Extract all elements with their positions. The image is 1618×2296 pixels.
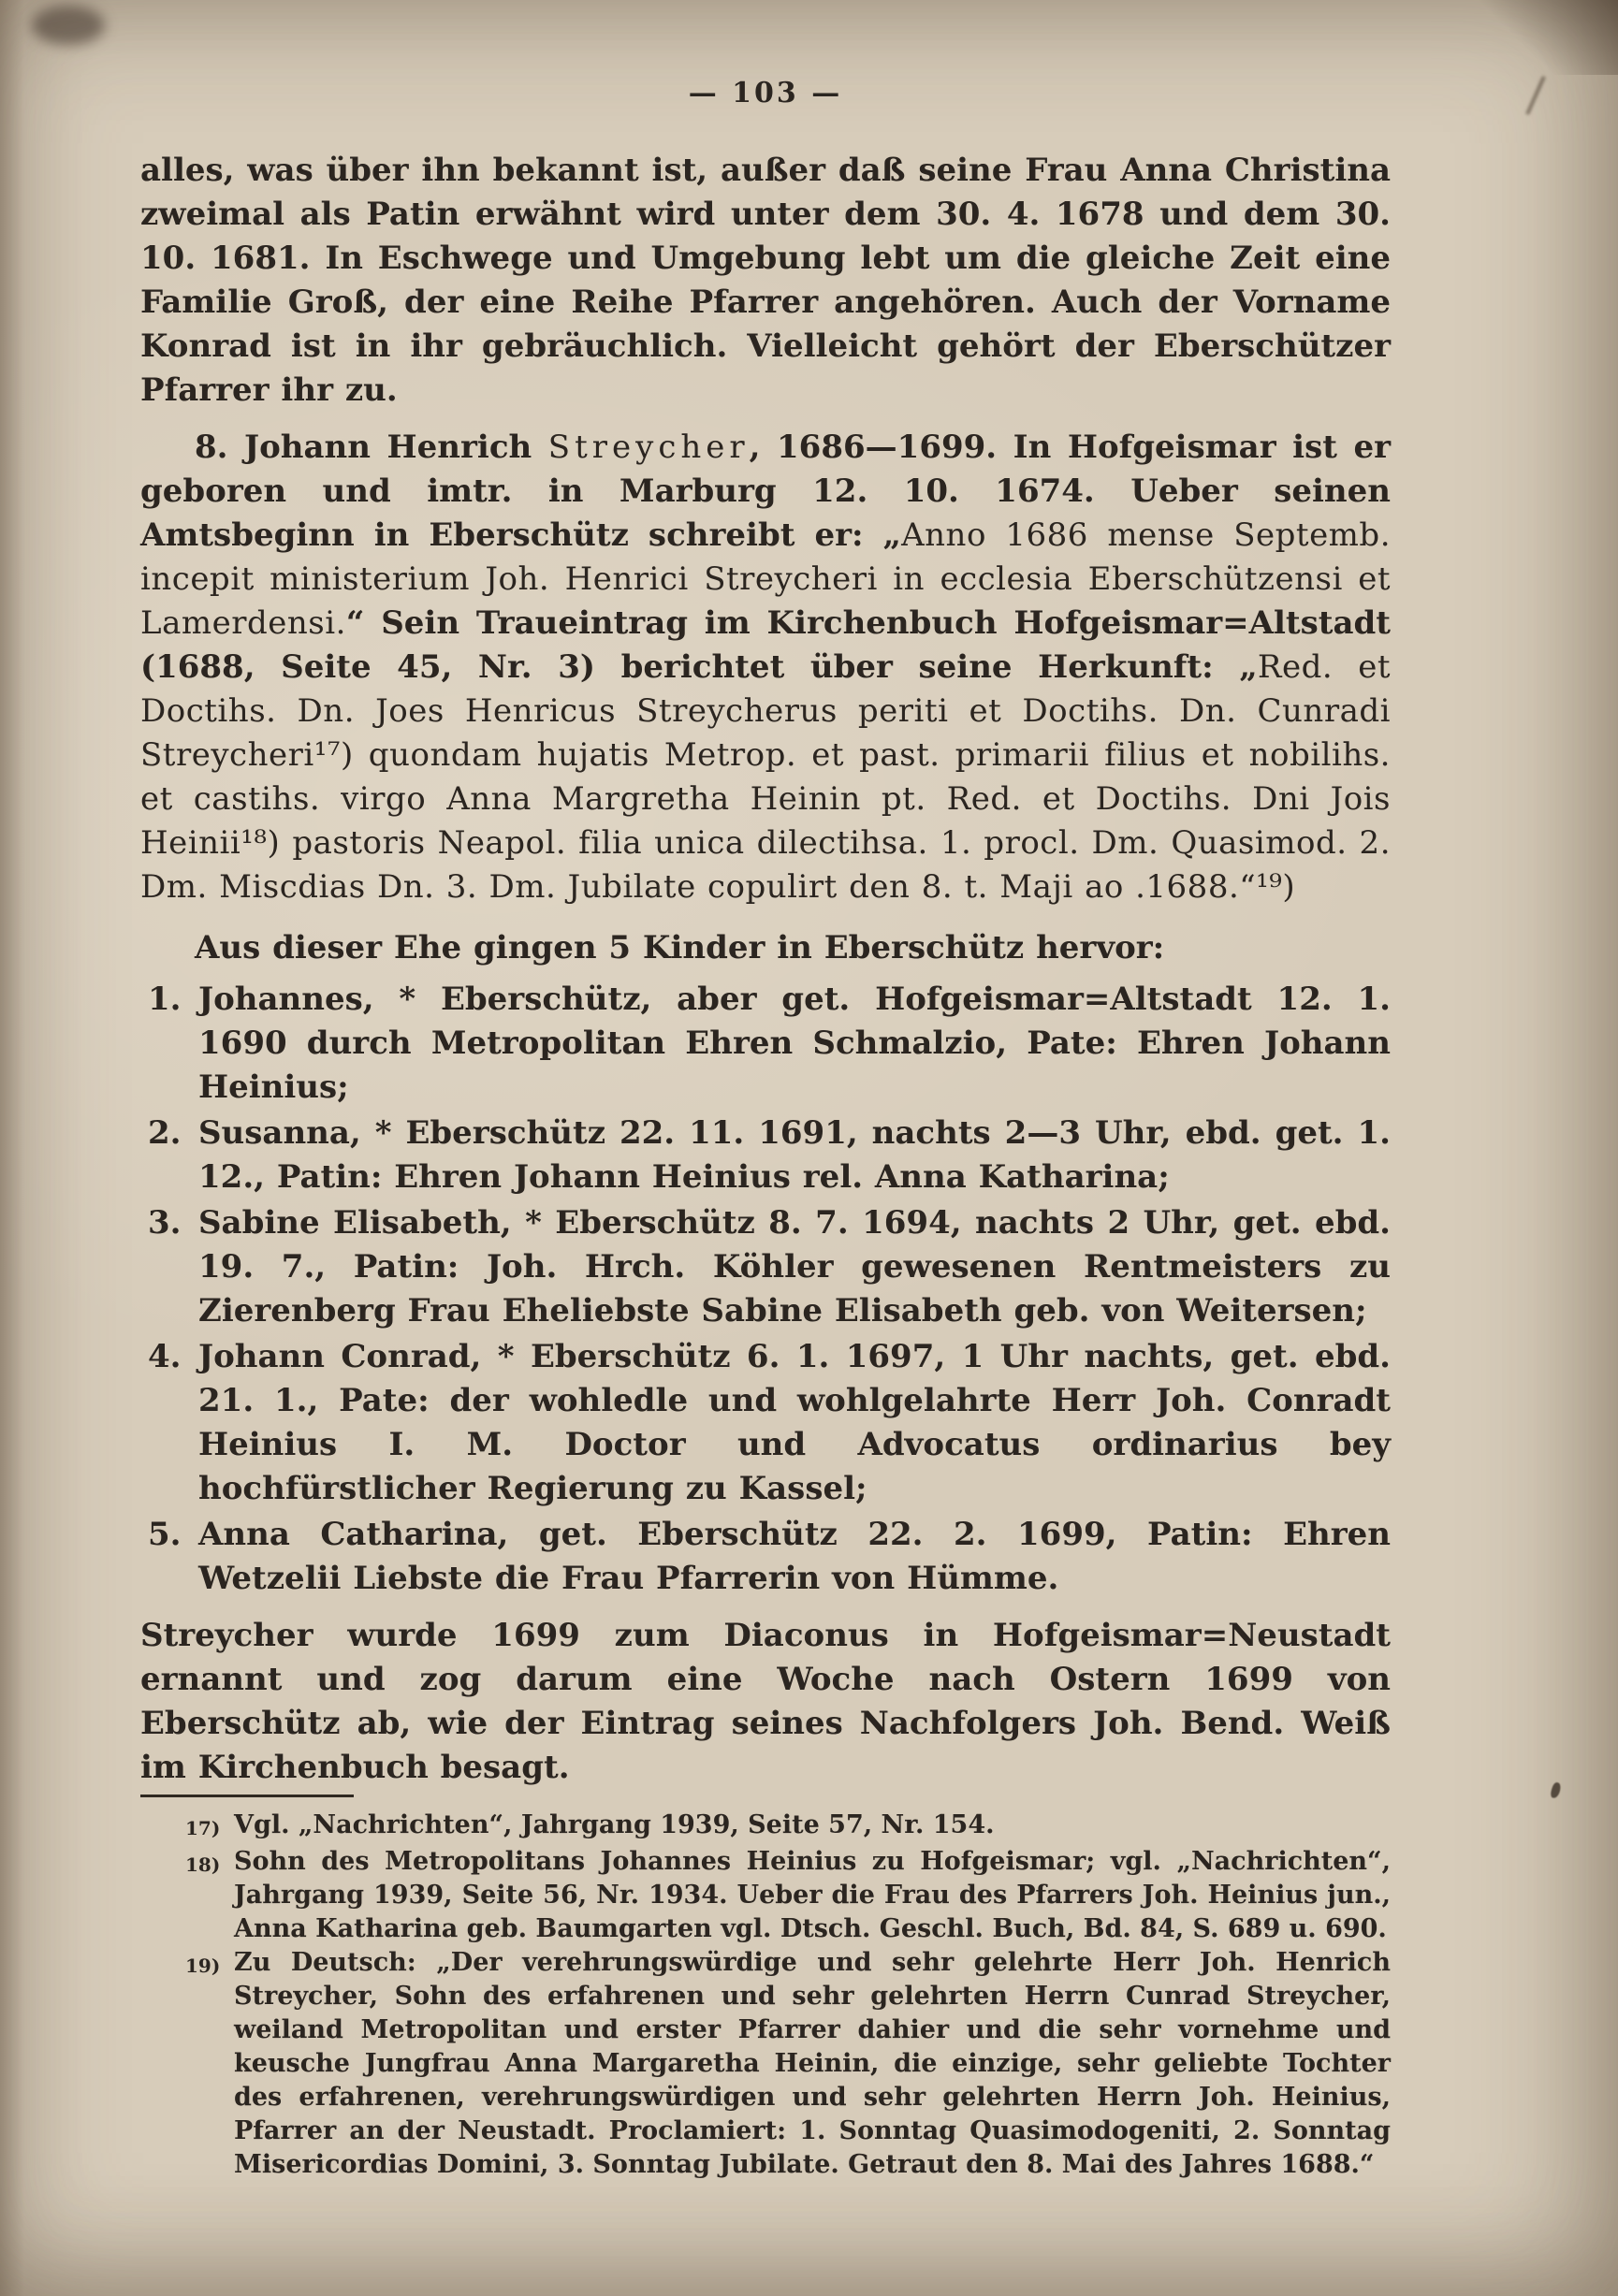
scan-artifact-left-edge-shading [0,0,24,2296]
list-item-number: 4. [148,1338,182,1375]
section8-latin-quote-anno-1686: Anno 1686 mense Septemb. incepit ministerium Joh. Henrici Streycheri in ecclesia Eberschützensi et Lamerdensi. [140,516,1391,642]
scan-artifact-slash-mark [1525,76,1546,115]
section8-text-fraktur-2: “ Sein Traueintrag im Kirchenbuch Hofgeismar=Altstadt (1688, Seite 45, Nr. 3) berichtet über seine Herkunft: „ [140,604,1391,686]
list-item-child-3 [140,1201,1391,1333]
list-item-child-4 [140,1335,1391,1511]
list-item-text: Sabine Elisabeth, * Eberschütz 8. 7. 1694, nachts 2 Uhr, get. ebd. 19. 7., Patin: Joh. Hrch. Köhler gewesenen Rentmeisters zu Zierenberg Frau Eheliebste Sabine Elisabeth geb. von Weitersen; [198,1204,1391,1330]
footnote-separator-rule [140,1795,354,1797]
children-list [140,978,1391,1601]
list-item-child-2 [140,1112,1391,1199]
list-item-number: 3. [148,1204,182,1242]
section8-surname-streycher: Streycher [547,429,750,466]
footnote-marker: 18) [185,1853,221,1876]
list-item-child-1 [140,978,1391,1110]
paragraph-continuation: alles, was über ihn bekannt ist, außer daß seine Frau Anna Christina zweimal als Patin erwähnt wird unter dem 30. 4. 1678 und dem 30. 10. 1681. In Eschwege und Umgebung lebt um die gleiche Zeit eine Familie Groß, der eine Reihe Pfarrer angehören. Auch der Vorname Konrad ist in ihr gebräuchlich. Vielleicht gehört der Eberschützer Pfarrer ihr zu. [140,152,1391,409]
list-item-number: 2. [148,1114,182,1152]
footnote-18 [185,1845,1391,1946]
scan-artifact-right-edge-mark [1550,1781,1562,1799]
list-item-text: Anna Catharina, get. Eberschütz 22. 2. 1699, Patin: Ehren Wetzelii Liebste die Frau Pfarrerin von Hümme. [198,1516,1391,1597]
footnotes-block [140,1809,1391,2182]
list-item-text: Susanna, * Eberschütz 22. 11. 1691, nachts 2—3 Uhr, ebd. get. 1. 12., Patin: Ehren Johann Heinius rel. Anna Katharina; [198,1114,1391,1196]
paragraph-section-8 [140,426,1391,909]
footnote-19 [185,1946,1391,2182]
scan-artifact-top-left-blot [32,6,105,45]
children-intro: Aus dieser Ehe gingen 5 Kinder in Eberschütz hervor: [195,929,1165,966]
paragraph-closing: Streycher wurde 1699 zum Diaconus in Hofgeismar=Neustadt ernannt und zog darum eine Woche nach Ostern 1699 von Eberschütz ab, wie der Eintrag seines Nachfolgers Joh. Bend. Weiß im Kirchenbuch besagt. [140,1617,1391,1786]
footnote-marker: 17) [185,1817,221,1839]
scan-artifact-top-right-corner-shadow [1459,0,1618,75]
list-item-text: Johannes, * Eberschütz, aber get. Hofgeismar=Altstadt 12. 1. 1690 durch Metropolitan Ehren Schmalzio, Pate: Ehren Johann Heinius; [198,981,1391,1106]
footnote-text: Zu Deutsch: „Der verehrungswürdige und sehr gelehrte Herr Joh. Henrich Streycher, Sohn des erfahrenen und sehr gelehrten Herrn Cunrad Streycher, weiland Metropolitan und erster Pfarrer dahier und die sehr vornehme und keusche Jungfrau Anna Margaretha Heinin, die einzige, sehr geliebte Tochter des erfahrenen, verehrungswürdigen und sehr gelehrten Herrn Joh. Heinius, Pfarrer an der Neustadt. Proclamiert: 1. Sonntag Quasimodogeniti, 2. Sonntag Misericordias Domini, 3. Sonntag Jubilate. Getraut den 8. Mai des Jahres 1688.“ [234,1948,1391,2179]
footnote-text: Sohn des Metropolitans Johannes Heinius zu Hofgeismar; vgl. „Nachrichten“, Jahrgang 1939, Seite 56, Nr. 1934. Ueber die Frau des Pfarrers Joh. Heinius jun., Anna Katharina geb. Baumgarten vgl. Dtsch. Geschl. Buch, Bd. 84, S. 689 u. 690. [234,1847,1391,1943]
footnote-17 [185,1809,1391,1845]
list-item-number: 1. [148,981,182,1018]
list-item-child-5 [140,1513,1391,1601]
section8-text-fraktur-1: , 1686—1699. In Hofgeismar ist er geboren und imtr. in Marburg 12. 10. 1674. Ueber seinen Amtsbeginn in Eberschütz schreibt er: „ [140,429,1392,554]
page-content [140,77,1391,2182]
list-item-text: Johann Conrad, * Eberschütz 6. 1. 1697, 1 Uhr nachts, get. ebd. 21. 1., Pate: der wohledle und wohlgelahrte Herr Joh. Conradt Heinius I. M. Doctor und Advocatus ordinarius bey hochfürstlicher Regierung zu Kassel; [198,1338,1391,1507]
section8-latin-marriage-entry: Red. et Doctihs. Dn. Joes Henricus Streycherus periti et Doctihs. Dn. Cunradi Streycheri¹⁷) quondam hujatis Metrop. et past. primarii filius et nobilihs. et castihs. virgo Anna Margretha Heinin pt. Red. et Doctihs. Dni Jois Heinii¹⁸) pastoris Neapol. filia unica dilectihsa. 1. procl. Dm. Quasimod. 2. Dm. Miscdias Dn. 3. Dm. Jubilate copulirt den 8. t. Maji ao .1688.“¹⁹) [140,648,1391,906]
section8-heading-prefix: 8. Johann Henrich [195,429,548,466]
footnote-text: Vgl. „Nachrichten“, Jahrgang 1939, Seite 57, Nr. 154. [234,1810,995,1839]
page-number: — 103 — [688,77,843,109]
list-item-number: 5. [148,1516,182,1553]
footnote-marker: 19) [185,1955,221,1977]
